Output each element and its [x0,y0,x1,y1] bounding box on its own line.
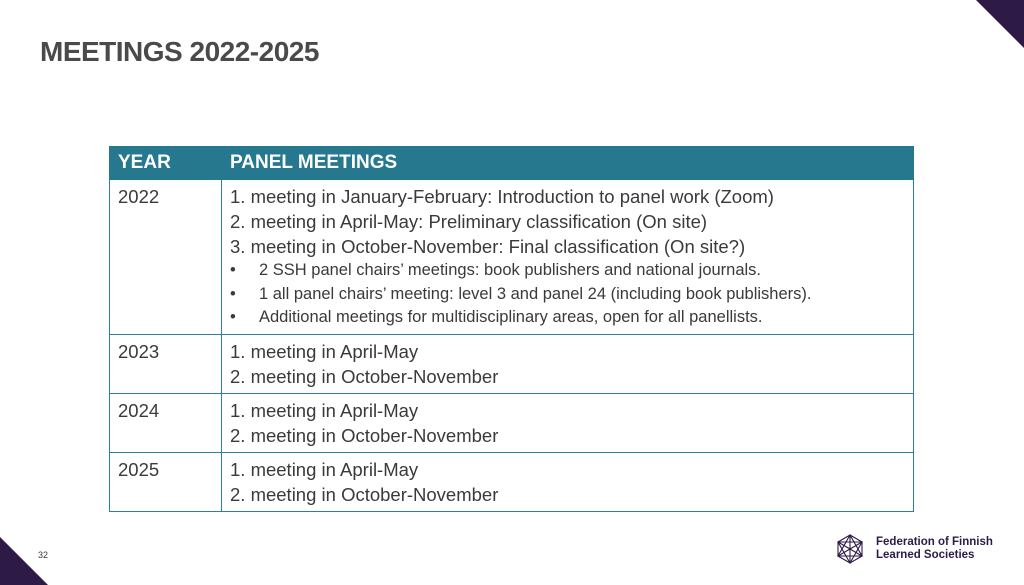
meeting-line: 2. meeting in October-November [230,483,499,505]
meetings-cell [222,334,914,393]
meeting-line: 1. meeting in January-February: Introduction to panel work (Zoom) [230,186,774,207]
bullet-icon: • [230,261,236,279]
bullet-text: 2 SSH panel chairs’ meetings: book publishers and national journals. [259,261,762,279]
logo-line-1: Federation of Finnish [876,536,993,548]
meeting-line: 1. meeting in April-May [230,458,419,480]
network-star-icon [834,533,866,565]
header-panel-meetings: PANEL MEETINGS [222,147,914,180]
bullet-icon: • [230,308,236,326]
table-row [110,393,914,452]
bullet-item [230,283,905,307]
year-cell: 2024 [110,393,222,452]
table-header-row [110,147,914,180]
meeting-line: 3. meeting in October-November: Final classification (On site?) [230,236,746,257]
bullet-item [230,259,905,283]
page-number: 32 [38,550,49,560]
year-cell: 2023 [110,334,222,393]
bullet-icon: • [230,284,236,303]
year-cell: 2022 [110,180,222,335]
bullet-item [230,306,905,330]
year-cell: 2025 [110,452,222,511]
table-row [110,334,914,393]
meeting-line: 1. meeting in April-May [230,340,419,362]
logo-text [876,536,993,562]
table-row [110,180,914,335]
table-row [110,452,914,511]
slide-title: MEETINGS 2022-2025 [40,36,319,67]
meetings-cell [222,452,914,511]
meeting-line: 2. meeting in October-November [230,424,499,446]
header-year: YEAR [110,147,222,180]
federation-logo [834,533,993,565]
corner-decoration-bottom-left [0,537,48,585]
meetings-cell [222,393,914,452]
meeting-line: 2. meeting in October-November [230,365,499,387]
meetings-table [109,146,914,512]
bullet-text: 1 all panel chairs’ meeting: level 3 and panel 24 (including book publishers). [259,284,812,303]
meetings-cell [222,180,914,335]
logo-line-2: Learned Societies [876,549,975,561]
bullet-text: Additional meetings for multidisciplinary areas, open for all panellists. [259,308,763,326]
meeting-line: 1. meeting in April-May [230,399,419,421]
corner-decoration-top-right [976,0,1024,48]
meeting-line: 2. meeting in April-May: Preliminary classification (On site) [230,211,708,232]
